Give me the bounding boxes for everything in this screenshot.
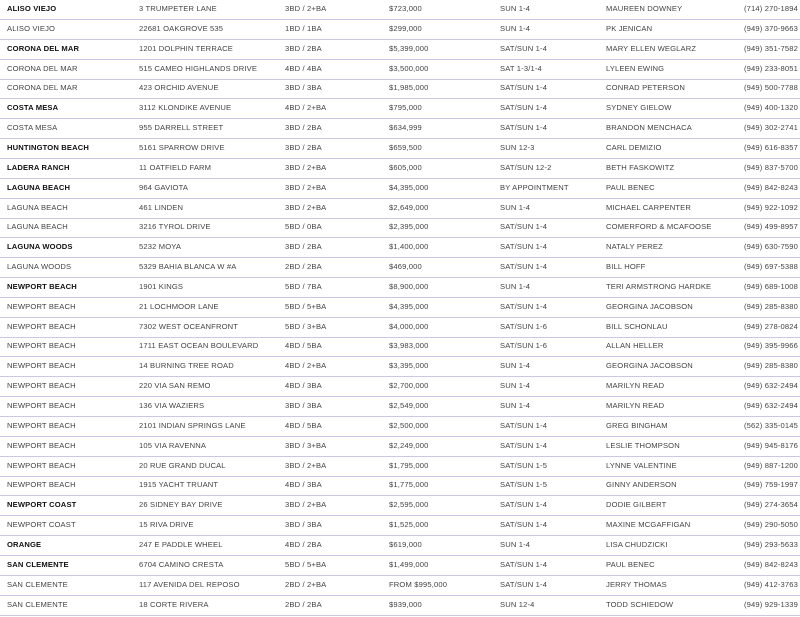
address-cell: 5161 SPARROW DRIVE (139, 142, 225, 152)
price-cell: $299,000 (389, 23, 422, 33)
city-cell: NEWPORT BEACH (7, 420, 76, 430)
open-house-time-cell: SAT/SUN 1-5 (500, 480, 548, 490)
price-cell: $3,395,000 (389, 361, 429, 371)
bed-bath-cell: 4BD / 3BA (285, 480, 322, 490)
address-cell: 18 CORTE RIVERA (139, 599, 209, 609)
price-cell: $2,595,000 (389, 500, 429, 510)
open-house-time-cell: SAT/SUN 1-4 (500, 103, 548, 113)
address-cell: 1711 EAST OCEAN BOULEVARD (139, 341, 259, 351)
open-house-time-cell: SAT/SUN 1-4 (500, 123, 548, 133)
agent-cell: NATALY PEREZ (606, 242, 663, 252)
agent-cell: ALLAN HELLER (606, 341, 664, 351)
address-cell: 11 OATFIELD FARM (139, 162, 212, 172)
open-house-time-cell: SUN 12-4 (500, 599, 535, 609)
listing-row (0, 20, 800, 40)
bed-bath-cell: 3BD / 2BA (285, 142, 322, 152)
address-cell: 5329 BAHIA BLANCA W #A (139, 262, 237, 272)
price-cell: $4,395,000 (389, 301, 429, 311)
address-cell: 117 AVENIDA DEL REPOSO (139, 579, 240, 589)
bed-bath-cell: 3BD / 2+BA (285, 182, 327, 192)
agent-cell: GEORGINA JACOBSON (606, 361, 693, 371)
agent-cell: LYLEEN EWING (606, 63, 665, 73)
price-cell: $619,000 (389, 539, 422, 549)
phone-cell: (949) 500-7788 (743, 83, 798, 93)
city-cell: NEWPORT BEACH (7, 281, 77, 291)
listing-row (0, 79, 800, 99)
price-cell: $2,249,000 (389, 440, 429, 450)
bed-bath-cell: 4BD / 4BA (285, 63, 322, 73)
listing-row (0, 397, 800, 417)
bed-bath-cell: 5BD / 3+BA (285, 321, 327, 331)
city-cell: COSTA MESA (7, 123, 58, 133)
bed-bath-cell: 5BD / 0BA (285, 222, 322, 232)
city-cell: NEWPORT BEACH (7, 321, 76, 331)
address-cell: 423 ORCHID AVENUE (139, 83, 219, 93)
bed-bath-cell: 4BD / 2BA (285, 539, 322, 549)
phone-cell: (949) 616-8357 (743, 142, 798, 152)
open-house-time-cell: SAT/SUN 1-4 (500, 440, 548, 450)
agent-cell: MARILYN READ (606, 381, 665, 391)
open-house-time-cell: SAT/SUN 1-4 (500, 222, 548, 232)
city-cell: LADERA RANCH (7, 162, 70, 172)
city-cell: NEWPORT BEACH (7, 381, 76, 391)
address-cell: 1201 DOLPHIN TERRACE (139, 43, 234, 53)
agent-cell: PK JENICAN (606, 23, 653, 33)
open-house-time-cell: SUN 1-4 (500, 23, 531, 33)
listing-row (0, 457, 800, 477)
address-cell: 136 VIA WAZIERS (139, 401, 205, 410)
price-cell: $2,500,000 (389, 420, 429, 430)
city-cell: SAN CLEMENTE (7, 559, 69, 569)
price-cell: $3,500,000 (389, 63, 429, 73)
listing-row (0, 238, 800, 258)
agent-cell: MICHAEL CARPENTER (606, 202, 691, 212)
price-cell: $939,000 (389, 599, 422, 609)
city-cell: ALISO VIEJO (7, 4, 57, 13)
phone-cell: (949) 290-5050 (743, 520, 798, 530)
listing-row (0, 556, 800, 576)
listing-row (0, 337, 800, 357)
listing-row (0, 417, 800, 437)
listing-row (0, 278, 800, 298)
listing-row (0, 437, 800, 457)
bed-bath-cell: 3BD / 3BA (285, 520, 322, 530)
address-cell: 14 BURNING TREE ROAD (139, 361, 234, 371)
listing-row (0, 60, 800, 80)
bed-bath-cell: 4BD / 5BA (285, 341, 322, 351)
phone-cell: (949) 887-1200 (743, 460, 798, 470)
phone-cell: (949) 632-2494 (743, 401, 798, 410)
phone-cell: (714) 270-1894 (743, 4, 798, 13)
listing-row (0, 40, 800, 60)
city-cell: NEWPORT BEACH (7, 301, 76, 311)
price-cell: $1,400,000 (389, 242, 429, 252)
listing-row (0, 119, 800, 139)
phone-cell: (949) 759-1997 (743, 480, 798, 490)
phone-cell: (949) 689-1008 (743, 281, 798, 291)
listing-row (0, 576, 800, 596)
phone-cell: (949) 697-5388 (743, 262, 798, 272)
price-cell: $8,900,000 (389, 281, 429, 291)
price-cell: $2,395,000 (389, 222, 429, 232)
phone-cell: (949) 922-1092 (743, 202, 798, 212)
address-cell: 2101 INDIAN SPRINGS LANE (139, 420, 246, 430)
bed-bath-cell: 5BD / 7BA (285, 281, 322, 291)
agent-cell: GINNY ANDERSON (606, 480, 677, 490)
city-cell: SAN CLEMENTE (7, 599, 68, 609)
agent-cell: LYNNE VALENTINE (606, 460, 677, 470)
city-cell: NEWPORT BEACH (7, 480, 76, 490)
address-cell: 1915 YACHT TRUANT (139, 480, 219, 490)
agent-cell: LESLIE THOMPSON (606, 440, 680, 450)
agent-cell: BETH FASKOWITZ (606, 162, 675, 172)
price-cell: $3,983,000 (389, 341, 429, 351)
agent-cell: BILL SCHONLAU (606, 321, 668, 331)
address-cell: 3216 TYROL DRIVE (139, 222, 211, 232)
agent-cell: GEORGINA JACOBSON (606, 301, 693, 311)
city-cell: LAGUNA BEACH (7, 222, 68, 232)
city-cell: LAGUNA BEACH (7, 182, 71, 192)
bed-bath-cell: 3BD / 2BA (285, 242, 322, 252)
city-cell: NEWPORT BEACH (7, 341, 76, 351)
bed-bath-cell: 2BD / 2+BA (285, 579, 327, 589)
open-house-time-cell: SAT/SUN 12-2 (500, 162, 552, 172)
agent-cell: SYDNEY GIELOW (606, 103, 672, 113)
open-house-time-cell: SAT/SUN 1-4 (500, 83, 548, 93)
open-house-time-cell: SUN 1-4 (500, 401, 531, 410)
listing-row (0, 536, 800, 556)
listing-row (0, 298, 800, 318)
phone-cell: (949) 370-9663 (743, 23, 798, 33)
bed-bath-cell: 3BD / 2+BA (285, 202, 327, 212)
listing-row (0, 476, 800, 496)
listing-row (0, 496, 800, 516)
price-cell: $634,999 (389, 123, 422, 133)
price-cell: $723,000 (389, 4, 422, 13)
address-cell: 220 VIA SAN REMO (139, 381, 211, 391)
phone-cell: (949) 274-3654 (743, 500, 798, 510)
phone-cell: (949) 278-0824 (743, 321, 798, 331)
phone-cell: (949) 499-8957 (743, 222, 798, 232)
listing-row (0, 0, 800, 20)
city-cell: NEWPORT BEACH (7, 361, 76, 371)
agent-cell: CARL DEMIZIO (606, 142, 662, 152)
bed-bath-cell: 3BD / 2BA (285, 43, 322, 53)
phone-cell: (949) 351-7582 (743, 43, 798, 53)
address-cell: 20 RUE GRAND DUCAL (139, 460, 226, 470)
city-cell: NEWPORT COAST (7, 500, 77, 510)
listing-row (0, 139, 800, 159)
bed-bath-cell: 1BD / 1BA (285, 23, 322, 33)
price-cell: $659,500 (389, 142, 422, 152)
bed-bath-cell: 3BD / 3BA (285, 401, 322, 410)
city-cell: NEWPORT BEACH (7, 440, 76, 450)
open-house-time-cell: SUN 1-4 (500, 539, 531, 549)
price-cell: $4,000,000 (389, 321, 429, 331)
price-cell: FROM $995,000 (389, 579, 448, 589)
open-house-time-cell: SAT/SUN 1-4 (500, 579, 548, 589)
city-cell: CORONA DEL MAR (7, 63, 78, 73)
city-cell: LAGUNA WOODS (7, 262, 72, 272)
listing-row (0, 596, 800, 616)
city-cell: CORONA DEL MAR (7, 43, 80, 53)
open-house-time-cell: SAT/SUN 1-4 (500, 559, 548, 569)
agent-cell: MARY ELLEN WEGLARZ (606, 43, 697, 53)
open-house-time-cell: SUN 1-4 (500, 281, 531, 291)
agent-cell: CONRAD PETERSON (606, 83, 686, 93)
bed-bath-cell: 2BD / 2BA (285, 262, 322, 272)
address-cell: 105 VIA RAVENNA (139, 440, 207, 450)
price-cell: $1,795,000 (389, 460, 429, 470)
city-cell: LAGUNA WOODS (7, 242, 73, 252)
city-cell: ALISO VIEJO (7, 23, 56, 33)
open-house-time-cell: SAT/SUN 1-4 (500, 262, 548, 272)
phone-cell: (949) 630-7590 (743, 242, 798, 252)
agent-cell: COMERFORD & MCAFOOSE (606, 222, 712, 232)
bed-bath-cell: 2BD / 2BA (285, 599, 322, 609)
phone-cell: (949) 842-8243 (743, 559, 798, 569)
phone-cell: (562) 335-0145 (743, 420, 798, 430)
agent-cell: MAUREEN DOWNEY (606, 4, 683, 13)
agent-cell: PAUL BENEC (606, 182, 655, 192)
open-house-time-cell: SAT/SUN 1-4 (500, 500, 548, 510)
bed-bath-cell: 3BD / 2+BA (285, 460, 327, 470)
price-cell: $1,985,000 (389, 83, 429, 93)
price-cell: $2,649,000 (389, 202, 429, 212)
phone-cell: (949) 632-2494 (743, 381, 798, 391)
address-cell: 6704 CAMINO CRESTA (139, 559, 224, 569)
listing-row (0, 258, 800, 278)
bed-bath-cell: 5BD / 5+BA (285, 559, 327, 569)
city-cell: SAN CLEMENTE (7, 579, 68, 589)
agent-cell: PAUL BENEC (606, 559, 655, 569)
phone-cell: (949) 842-8243 (743, 182, 798, 192)
address-cell: 515 CAMEO HIGHLANDS DRIVE (139, 63, 258, 73)
price-cell: $2,549,000 (389, 401, 429, 410)
open-house-time-cell: BY APPOINTMENT (500, 182, 569, 192)
price-cell: $2,700,000 (389, 381, 429, 391)
phone-cell: (949) 285-8380 (743, 361, 798, 371)
city-cell: CORONA DEL MAR (7, 83, 78, 93)
address-cell: 964 GAVIOTA (139, 182, 189, 192)
open-house-time-cell: SUN 12-3 (500, 142, 535, 152)
city-cell: COSTA MESA (7, 103, 59, 113)
price-cell: $5,399,000 (389, 43, 429, 53)
listing-row (0, 99, 800, 119)
bed-bath-cell: 3BD / 2+BA (285, 162, 327, 172)
address-cell: 3112 KLONDIKE AVENUE (139, 103, 232, 113)
city-cell: NEWPORT BEACH (7, 460, 76, 470)
listing-row (0, 218, 800, 238)
open-house-time-cell: SAT/SUN 1-5 (500, 460, 548, 470)
agent-cell: LISA CHUDZICKI (606, 539, 668, 549)
phone-cell: (949) 395-9966 (743, 341, 798, 351)
phone-cell: (949) 945-8176 (743, 440, 798, 450)
agent-cell: GREG BINGHAM (606, 420, 668, 430)
agent-cell: TERI ARMSTRONG HARDKE (606, 281, 712, 291)
price-cell: $4,395,000 (389, 182, 429, 192)
phone-cell: (949) 929-1339 (743, 599, 798, 609)
address-cell: 21 LOCHMOOR LANE (139, 301, 219, 311)
bed-bath-cell: 3BD / 2BA (285, 123, 322, 133)
listing-row (0, 318, 800, 338)
bed-bath-cell: 3BD / 3+BA (285, 440, 327, 450)
address-cell: 461 LINDEN (139, 202, 184, 212)
city-cell: ORANGE (7, 539, 42, 549)
open-house-time-cell: SAT/SUN 1-4 (500, 520, 548, 530)
city-cell: HUNTINGTON BEACH (7, 142, 89, 152)
agent-cell: DODIE GILBERT (606, 500, 667, 510)
bed-bath-cell: 4BD / 3BA (285, 381, 322, 391)
open-house-time-cell: SAT/SUN 1-4 (500, 301, 548, 311)
address-cell: 22681 OAKGROVE 535 (139, 23, 224, 33)
open-house-time-cell: SUN 1-4 (500, 4, 531, 13)
address-cell: 5232 MOYA (139, 242, 182, 252)
phone-cell: (949) 233-8051 (743, 63, 798, 73)
phone-cell: (949) 285-8380 (743, 301, 798, 311)
agent-cell: BILL HOFF (606, 262, 646, 272)
address-cell: 955 DARRELL STREET (139, 123, 224, 133)
open-house-time-cell: SUN 1-4 (500, 361, 531, 371)
phone-cell: (949) 400-1320 (743, 103, 798, 113)
open-house-time-cell: SAT/SUN 1-4 (500, 242, 548, 252)
price-cell: $605,000 (389, 162, 422, 172)
agent-cell: TODD SCHIEDOW (606, 599, 674, 609)
address-cell: 15 RIVA DRIVE (139, 520, 194, 530)
open-house-time-cell: SUN 1-4 (500, 202, 531, 212)
price-cell: $1,775,000 (389, 480, 429, 490)
open-house-time-cell: SUN 1-4 (500, 381, 531, 391)
phone-cell: (949) 302-2741 (743, 123, 798, 133)
listing-row (0, 159, 800, 179)
city-cell: LAGUNA BEACH (7, 202, 68, 212)
agent-cell: MAXINE MCGAFFIGAN (606, 520, 691, 530)
bed-bath-cell: 3BD / 3BA (285, 83, 322, 93)
agent-cell: BRANDON MENCHACA (606, 123, 692, 133)
listing-row (0, 357, 800, 377)
address-cell: 1901 KINGS (139, 281, 184, 291)
price-cell: $1,525,000 (389, 520, 429, 530)
bed-bath-cell: 4BD / 5BA (285, 420, 322, 430)
price-cell: $795,000 (389, 103, 422, 113)
bed-bath-cell: 3BD / 2+BA (285, 4, 327, 13)
agent-cell: JERRY THOMAS (606, 579, 667, 589)
bed-bath-cell: 3BD / 2+BA (285, 500, 327, 510)
agent-cell: MARILYN READ (606, 401, 665, 410)
listing-row (0, 179, 800, 199)
open-house-time-cell: SAT 1-3/1-4 (500, 63, 542, 73)
bed-bath-cell: 5BD / 5+BA (285, 301, 327, 311)
open-house-time-cell: SAT/SUN 1-6 (500, 341, 548, 351)
address-cell: 7302 WEST OCEANFRONT (139, 321, 239, 331)
open-house-time-cell: SAT/SUN 1-4 (500, 43, 548, 53)
city-cell: NEWPORT BEACH (7, 401, 76, 410)
address-cell: 247 E PADDLE WHEEL (139, 539, 223, 549)
open-house-time-cell: SAT/SUN 1-4 (500, 420, 548, 430)
phone-cell: (949) 293-5633 (743, 539, 798, 549)
phone-cell: (949) 412-3763 (743, 579, 798, 589)
listing-row (0, 377, 800, 397)
price-cell: $469,000 (389, 262, 422, 272)
price-cell: $1,499,000 (389, 559, 429, 569)
phone-cell: (949) 837-5700 (743, 162, 798, 172)
city-cell: NEWPORT COAST (7, 520, 76, 530)
listing-row (0, 516, 800, 536)
address-cell: 26 SIDNEY BAY DRIVE (139, 500, 223, 510)
bed-bath-cell: 4BD / 2+BA (285, 361, 327, 371)
listing-row (0, 199, 800, 219)
open-house-time-cell: SAT/SUN 1-6 (500, 321, 548, 331)
bed-bath-cell: 4BD / 2+BA (285, 103, 327, 113)
address-cell: 3 TRUMPETER LANE (139, 4, 217, 13)
